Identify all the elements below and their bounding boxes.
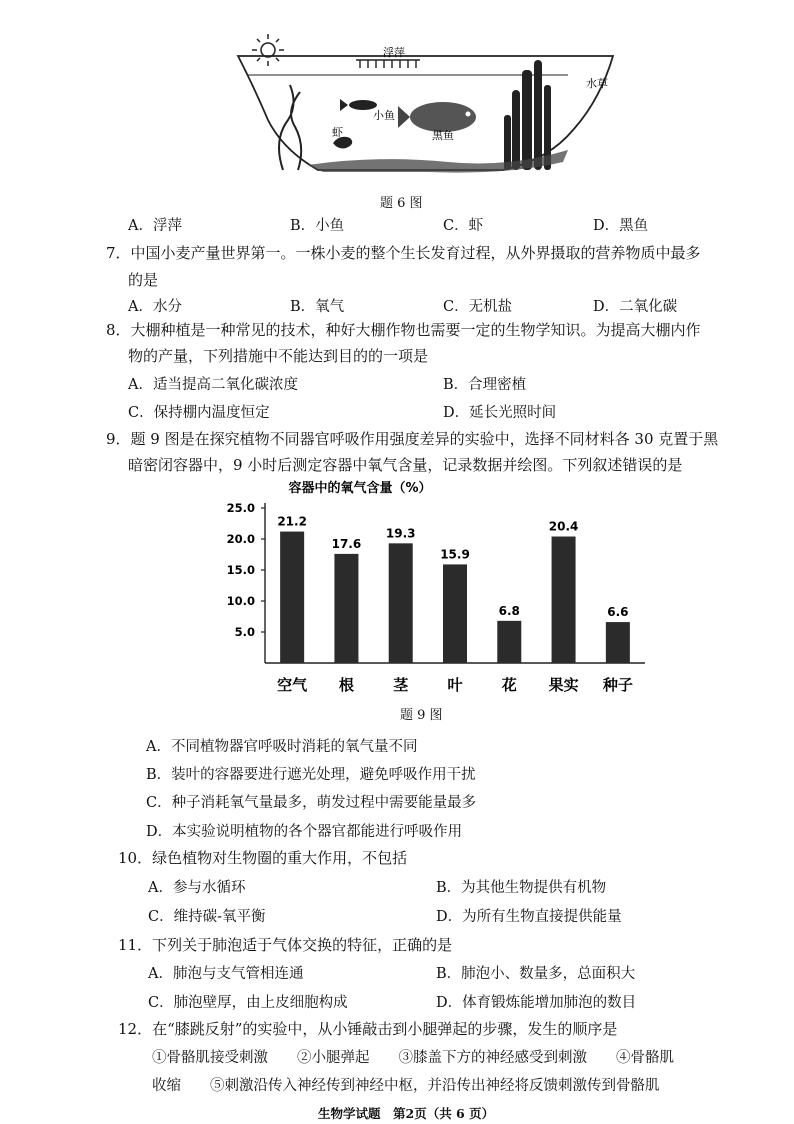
oxygen-bar-chart [210, 478, 650, 703]
q11-option-d: D．体育锻炼能增加肺泡的数目 [436, 995, 637, 1011]
bar [389, 543, 413, 663]
figure6-caption: 题 6 图 [380, 196, 423, 211]
q10-option-b: B．为其他生物提供有机物 [436, 880, 607, 896]
bar-value-label: 21.2 [277, 514, 307, 529]
q7-option-b: B．氧气 [290, 299, 345, 315]
sun-icon [252, 34, 284, 66]
bar [606, 622, 630, 663]
bar [334, 554, 358, 663]
y-tick-label: 10.0 [226, 594, 255, 608]
q11-option-a: A．肺泡与支气管相连通 [148, 966, 304, 982]
q8-stem-line1: 8．大棚种植是一种常见的技术，种好大棚作物也需要一定的生物学知识。为提高大棚内作 [106, 321, 701, 339]
x-category-label: 花 [501, 676, 517, 694]
q12-steps-line2: 收缩 ⑤刺激沿传入神经传到神经中枢，并沿传出神经将反馈刺激传到骨骼肌 [152, 1078, 660, 1094]
q10-option-c: C．维持碳-氧平衡 [148, 909, 266, 925]
q7-option-c: C．无机盐 [443, 299, 513, 315]
x-category-label: 种子 [602, 676, 633, 694]
label-shrimp: 虾 [332, 126, 343, 139]
q10-option-a: A．参与水循环 [148, 880, 246, 896]
page-footer: 生物学试题 第2页（共 6 页） [318, 1106, 495, 1121]
x-category-label: 茎 [393, 676, 409, 694]
bar-value-label: 17.6 [331, 536, 362, 551]
q10-stem: 10．绿色植物对生物圈的重大作用，不包括 [118, 849, 408, 867]
q9-option-a: A．不同植物器官呼吸时消耗的氧气量不同 [146, 739, 418, 755]
q8-option-c: C．保持棚内温度恒定 [128, 405, 270, 421]
chart-title: 容器中的氧气含量（%） [288, 481, 432, 496]
q7-option-d: D．二氧化碳 [593, 299, 678, 315]
q8-stem-line2: 物的产量，下列措施中不能达到目的的一项是 [128, 347, 429, 365]
q8-option-a: A．适当提高二氧化碳浓度 [128, 377, 298, 393]
label-duckweed: 浮萍 [383, 46, 405, 59]
y-tick-label: 15.0 [226, 563, 255, 577]
y-tick-label: 20.0 [226, 532, 255, 546]
label-small-fish: 小鱼 [373, 109, 395, 122]
x-category-label: 空气 [277, 676, 308, 694]
bar-value-label: 15.9 [440, 547, 470, 562]
q10-option-d: D．为所有生物直接提供能量 [436, 909, 622, 925]
q11-stem: 11．下列关于肺泡适于气体交换的特征，正确的是 [118, 936, 453, 954]
label-waterweed: 水草 [586, 77, 608, 90]
y-tick-label: 5.0 [234, 625, 255, 639]
q11-option-c: C．肺泡壁厚，由上皮细胞构成 [148, 995, 348, 1011]
q9-stem-line2: 暗密闭容器中，9 小时后测定容器中氧气含量，记录数据并绘图。下列叙述错误的是 [128, 456, 683, 474]
figure9-caption: 题 9 图 [400, 708, 443, 723]
x-category-label: 叶 [447, 676, 463, 694]
bar [552, 537, 576, 663]
q9-option-b: B．装叶的容器要进行遮光处理，避免呼吸作用干扰 [146, 767, 476, 783]
q7-stem-line2: 的是 [128, 271, 159, 289]
bar-value-label: 6.8 [498, 603, 520, 618]
q7-option-a: A．水分 [128, 299, 182, 315]
bar-value-label: 6.6 [607, 605, 629, 620]
duckweed-icon [356, 60, 420, 68]
black-fish-icon [398, 102, 476, 132]
q6-option-d: D．黑鱼 [593, 218, 649, 234]
q8-option-d: D．延长光照时间 [443, 405, 557, 421]
q6-option-b: B．小鱼 [290, 218, 345, 234]
q9-option-d: D．本实验说明植物的各个器官都能进行呼吸作用 [146, 824, 463, 840]
small-fish-icon [340, 99, 377, 111]
q8-option-b: B．合理密植 [443, 377, 527, 393]
bar-value-label: 19.3 [385, 526, 416, 541]
bar [443, 564, 467, 663]
q9-stem-line1: 9．题 9 图是在探究植物不同器官呼吸作用强度差异的实验中，选择不同材料各 30 克置于黑 [106, 430, 719, 448]
q11-option-b: B．肺泡小、数量多，总面积大 [436, 966, 636, 982]
label-black-fish: 黑鱼 [432, 129, 454, 142]
bar-value-label: 20.4 [548, 519, 579, 534]
q6-option-c: C．虾 [443, 218, 484, 234]
bar [497, 621, 521, 663]
x-category-label: 果实 [548, 676, 579, 694]
pond-ecosystem-figure [228, 30, 618, 190]
q7-stem-line1: 7．中国小麦产量世界第一。一株小麦的整个生长发育过程，从外界摄取的营养物质中最多 [106, 244, 701, 262]
x-category-label: 根 [338, 676, 354, 694]
q12-steps-line1: ①骨骼肌接受刺激 ②小腿弹起 ③膝盖下方的神经感受到刺激 ④骨骼肌 [152, 1050, 674, 1066]
q9-option-c: C．种子消耗氧气量最多，萌发过程中需要能量最多 [146, 795, 477, 811]
y-tick-label: 25.0 [226, 501, 255, 515]
q12-stem: 12．在“膝跳反射”的实验中，从小锤敲击到小腿弹起的步骤，发生的顺序是 [118, 1020, 618, 1038]
bar [280, 532, 304, 663]
q6-option-a: A．浮萍 [128, 218, 182, 234]
